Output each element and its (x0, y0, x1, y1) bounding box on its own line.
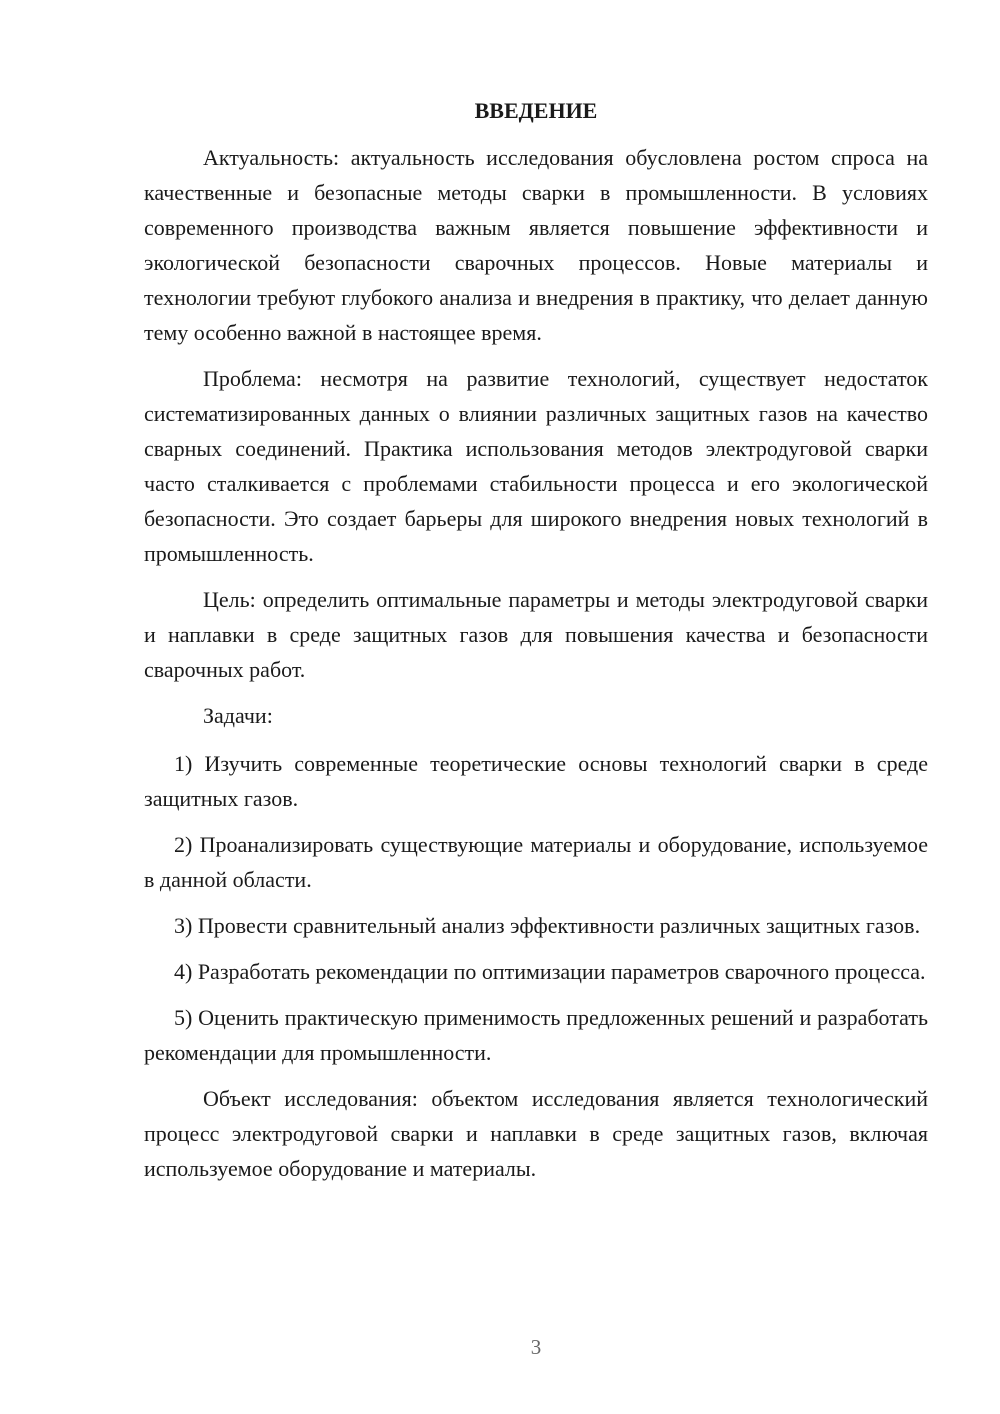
page-content (144, 96, 928, 1197)
list-item: 1) Изучить современные теоретические основы технологий сварки в среде защитных газов. (144, 751, 928, 811)
tasks-heading: Задачи: (203, 703, 273, 728)
list-item: 2) Проанализировать существующие материалы и оборудование, используемое в данной области. (144, 832, 928, 892)
list-item: 4) Разработать рекомендации по оптимизации параметров сварочного процесса. (174, 959, 926, 984)
list-item: 5) Оценить практическую применимость предложенных решений и разработать рекомендации для промышленности. (144, 1005, 928, 1065)
paragraph-goal: Цель: определить оптимальные параметры и методы электродуговой сварки и наплавки в среде защитных газов для повышения качества и безопасности сварочных работ. (144, 587, 928, 682)
list-item: 3) Провести сравнительный анализ эффективности различных защитных газов. (174, 913, 921, 938)
paragraph-object: Объект исследования: объектом исследования является технологический процесс электродуговой сварки и наплавки в среде защитных газов, включая используемое оборудование и материалы. (144, 1086, 928, 1181)
page-number: 3 (530, 1335, 542, 1359)
tasks-list (144, 746, 928, 1070)
page-title: ВВЕДЕНИЕ (474, 98, 598, 123)
paragraph-problem: Проблема: несмотря на развитие технологий, существует недостаток систематизированных данных о влиянии различных защитных газов на качество сварных соединений. Практика использования методов электродуговой сварки часто сталкивается с проблемами стабильности процесса и его экологической безопасности. Это создает барьеры для широкого внедрения новых технологий в промышленность. (144, 366, 928, 566)
paragraph-relevance: Актуальность: актуальность исследования обусловлена ростом спроса на качественные и безопасные методы сварки в промышленности. В условиях современного производства важным является повышение эффективности и экологической безопасности сварочных процессов. Новые материалы и технологии требуют глубокого анализа и внедрения в практику, что делает данную тему особенно важной в настоящее время. (144, 145, 928, 345)
